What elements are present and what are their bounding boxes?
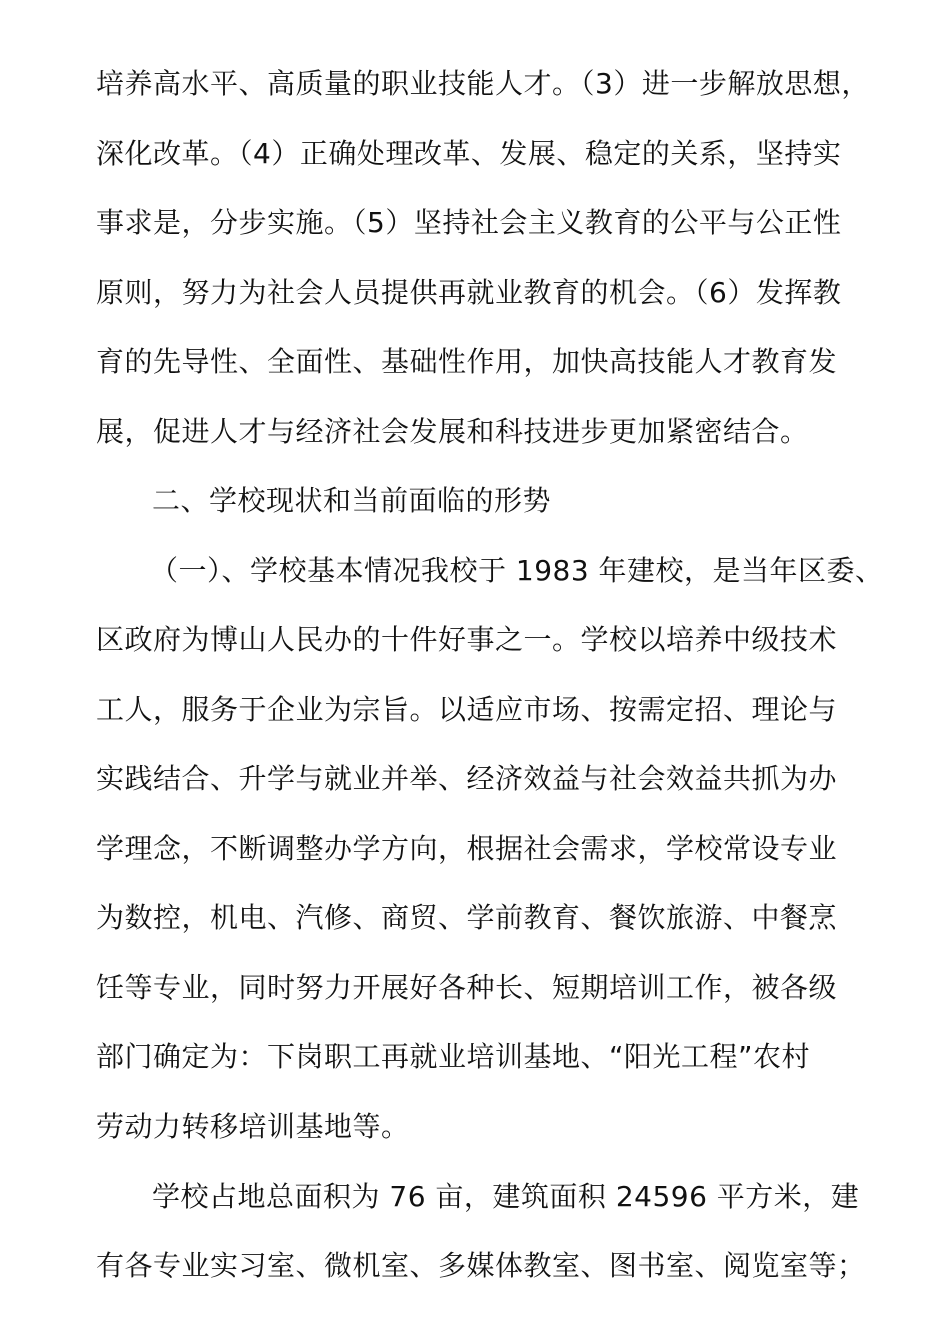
text-line: 育的先导性、全面性、基础性作用，加快高技能人才教育发	[96, 345, 838, 378]
text-line: 实践结合、升学与就业并举、经济效益与社会效益共抓为办	[96, 762, 838, 795]
text-line: 培养高水平、高质量的职业技能人才。（3）进一步解放思想，	[96, 67, 870, 100]
text-line: 原则，努力为社会人员提供再就业教育的机会。（6）发挥教	[96, 276, 842, 309]
text-line: 有各专业实习室、微机室、多媒体教室、图书室、阅览室等；	[96, 1249, 866, 1282]
text-line: 饪等专业，同时努力开展好各种长、短期培训工作，被各级	[96, 971, 838, 1004]
text-line: 区政府为博山人民办的十件好事之一。学校以培养中级技术	[96, 623, 838, 656]
text-line: 工人，服务于企业为宗旨。以适应市场、按需定招、理论与	[96, 693, 838, 726]
text-line: 学校占地总面积为 76 亩，建筑面积 24596 平方米，建	[152, 1180, 860, 1213]
section-heading: 二、学校现状和当前面临的形势	[152, 484, 552, 517]
text-line: 深化改革。（4）正确处理改革、发展、稳定的关系，坚持实	[96, 137, 842, 170]
text-line: 事求是，分步实施。（5）坚持社会主义教育的公平与公正性	[96, 206, 842, 239]
text-line: 为数控，机电、汽修、商贸、学前教育、餐饮旅游、中餐烹	[96, 901, 838, 934]
text-line: 劳动力转移培训基地等。	[96, 1110, 410, 1143]
text-line: 展，促进人才与经济社会发展和科技进步更加紧密结合。	[96, 415, 809, 448]
text-line: （一）、学校基本情况我校于 1983 年建校，是当年区委、	[150, 554, 884, 587]
text-line: 学理念，不断调整办学方向，根据社会需求，学校常设专业	[96, 832, 838, 865]
text-line: 部门确定为：下岗职工再就业培训基地、“阳光工程”农村	[96, 1040, 811, 1073]
